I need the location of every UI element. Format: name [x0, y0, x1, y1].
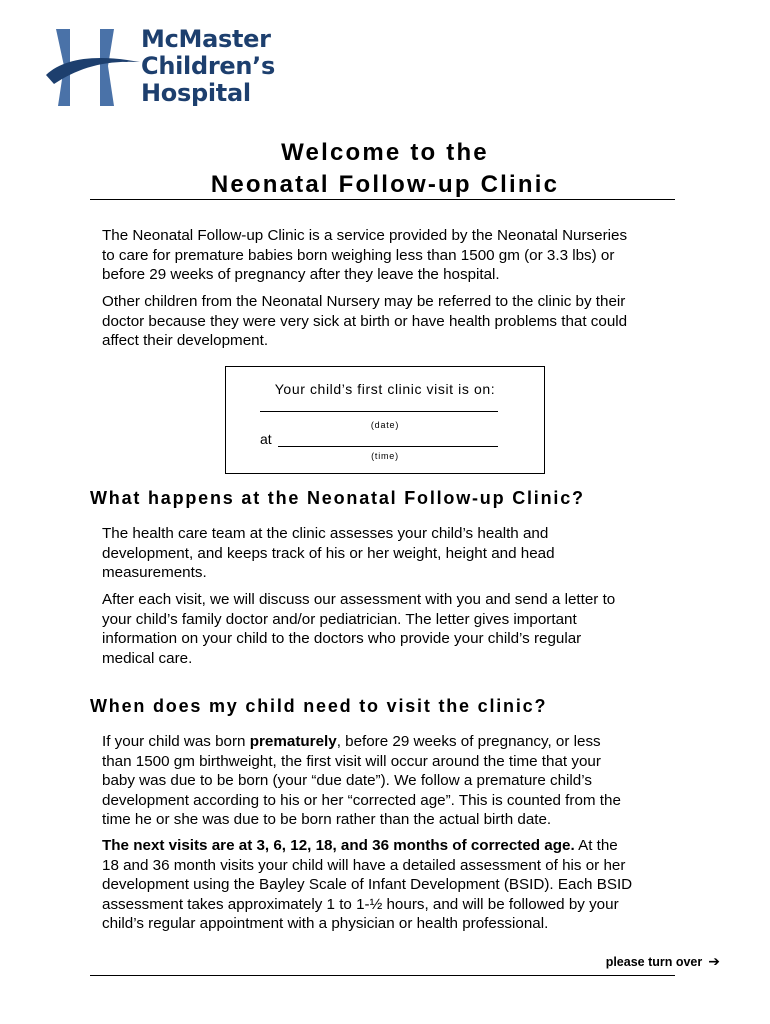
footer-divider — [90, 975, 675, 976]
turn-over-label: please turn over — [605, 955, 703, 969]
logo-line-childrens: Children’s — [141, 52, 275, 80]
logo-line-mcmaster: McMaster — [141, 25, 271, 53]
section1-paragraph-1 — [102, 524, 672, 583]
time-caption: (time) — [371, 451, 399, 461]
text-line: medical care. — [102, 649, 193, 667]
text-line: affect their development. — [102, 332, 269, 350]
text-line: development, and keeps track of his or her weight, height and head — [102, 544, 555, 562]
first-visit-box — [225, 366, 545, 474]
turn-over-note — [606, 954, 720, 970]
text-line: child’s regular appointment with a physician or health professional. — [102, 915, 549, 933]
time-blank-field[interactable] — [278, 446, 498, 447]
text-line: your child’s family doctor and/or pediatrician. The letter gives important — [102, 610, 577, 628]
logo-mark-icon — [44, 26, 144, 110]
text-line: The health care team at the clinic assesses your child’s health and — [102, 525, 549, 542]
intro-paragraph-1 — [102, 226, 672, 285]
text-line: assessment takes approximately 1 to 1-½ hours, and will be followed by your — [102, 895, 619, 913]
text-run-bold: prematurely — [249, 733, 337, 750]
page-title-line-2: Neonatal Follow-up Clinic — [210, 171, 560, 198]
text-line: doctor because they were very sick at birth or have health problems that could — [102, 312, 628, 330]
text-run: , before 29 weeks of pregnancy, or less — [336, 733, 601, 750]
text-line — [102, 836, 672, 856]
title-divider — [90, 199, 675, 200]
text-line: than 1500 gm birthweight, the first visit will occur around the time that your — [102, 752, 601, 770]
text-line — [102, 732, 672, 752]
text-line: After each visit, we will discuss our assessment with you and send a letter to — [102, 591, 616, 608]
page-title-line-1: Welcome to the — [281, 139, 489, 166]
text-line: 18 and 36 month visits your child will have a detailed assessment of his or her — [102, 856, 626, 874]
at-label: at — [260, 431, 272, 447]
intro-paragraph-2 — [102, 292, 672, 351]
text-line: before 29 weeks of pregnancy after they leave the hospital. — [102, 266, 500, 284]
text-line: information on your child to the doctors who provide your child’s regular — [102, 630, 582, 648]
text-line: The Neonatal Follow-up Clinic is a service provided by the Neonatal Nurseries — [102, 227, 628, 244]
text-run: At the — [574, 837, 618, 854]
hospital-logo — [44, 26, 284, 112]
section-heading-when-visit: When does my child need to visit the clinic? — [90, 696, 548, 716]
text-run: If your child was born — [102, 733, 250, 750]
section2-paragraph-2 — [102, 836, 672, 934]
text-line: Other children from the Neonatal Nursery may be referred to the clinic by their — [102, 293, 626, 310]
logo-wordmark — [141, 26, 275, 107]
section1-paragraph-2 — [102, 590, 672, 668]
section2-paragraph-1 — [102, 732, 672, 830]
logo-line-hospital: Hospital — [141, 79, 251, 107]
text-line: development using the Bayley Scale of Infant Development (BSID). Each BSID — [102, 876, 633, 894]
text-run-bold: The next visits are at 3, 6, 12, 18, and 36 months of corrected age. — [102, 837, 575, 854]
date-caption: (date) — [370, 420, 400, 430]
section-heading-what-happens: What happens at the Neonatal Follow-up Clinic? — [90, 488, 585, 508]
text-line: baby was due to be born (your “due date”). We follow a premature child’s — [102, 772, 592, 790]
text-line: to care for premature babies born weighing less than 1500 gm (or 3.3 lbs) or — [102, 246, 615, 264]
first-visit-label: Your child’s first clinic visit is on: — [274, 381, 496, 397]
date-blank-field[interactable] — [260, 411, 498, 412]
text-line: measurements. — [102, 564, 207, 582]
text-line: development according to his or her “corrected age”. This is counted from the — [102, 791, 621, 809]
text-line: time he or she was due to be born rather than the actual birth date. — [102, 811, 552, 829]
arrow-right-icon: ➔ — [708, 954, 720, 970]
